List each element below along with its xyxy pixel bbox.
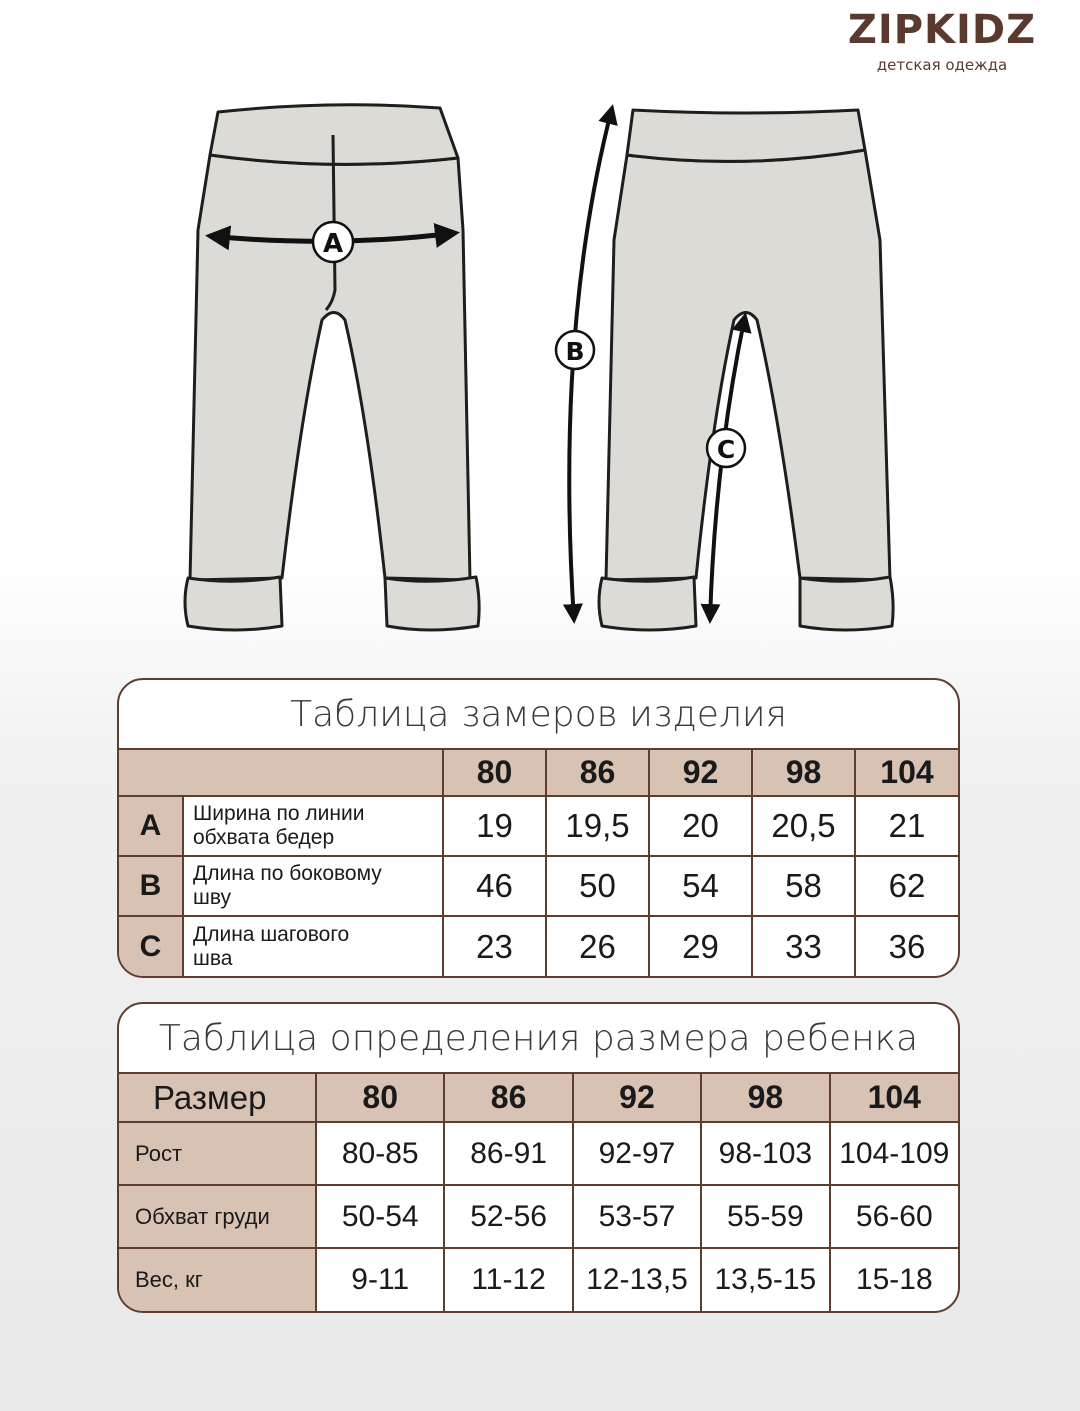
measure-b-arrow (556, 108, 612, 620)
row-letter: B (119, 856, 183, 916)
measure-header-blank (119, 750, 443, 796)
table-cell: 46 (443, 856, 546, 916)
table-cell: 80-85 (316, 1122, 444, 1185)
row-description: Ширина по линии обхвата бедер (183, 796, 443, 856)
table-row (119, 856, 958, 916)
table-cell: 9-11 (316, 1248, 444, 1311)
table-cell: 33 (752, 916, 855, 976)
table-cell: 53-57 (573, 1185, 701, 1248)
table-cell: 36 (855, 916, 958, 976)
label-b: B (565, 337, 585, 366)
measure-table (117, 678, 960, 978)
pants-back (599, 110, 893, 630)
measure-size-header: 98 (752, 750, 855, 796)
table-cell: 55-59 (701, 1185, 829, 1248)
table-cell: 86-91 (444, 1122, 572, 1185)
size-header: 86 (444, 1074, 572, 1122)
size-header: 98 (701, 1074, 829, 1122)
table-cell: 54 (649, 856, 752, 916)
row-label: Рост (119, 1122, 316, 1185)
row-letter: C (119, 916, 183, 976)
measure-size-header: 92 (649, 750, 752, 796)
table-cell: 92-97 (573, 1122, 701, 1185)
table-cell: 50 (546, 856, 649, 916)
measure-size-header: 86 (546, 750, 649, 796)
size-header: 104 (830, 1074, 958, 1122)
table-cell: 50-54 (316, 1185, 444, 1248)
size-header: 92 (573, 1074, 701, 1122)
table-cell: 13,5-15 (701, 1248, 829, 1311)
size-table-title: Таблица определения размера ребенка (119, 1004, 958, 1074)
measure-size-header: 80 (443, 750, 546, 796)
table-cell: 12-13,5 (573, 1248, 701, 1311)
measure-table-title: Таблица замеров изделия (119, 680, 958, 750)
table-cell: 21 (855, 796, 958, 856)
table-cell: 15-18 (830, 1248, 958, 1311)
table-cell: 23 (443, 916, 546, 976)
table-row (119, 916, 958, 976)
measure-size-header: 104 (855, 750, 958, 796)
row-description: Длина по боковому шву (183, 856, 443, 916)
label-a: A (322, 229, 344, 259)
size-header: 80 (316, 1074, 444, 1122)
table-cell: 26 (546, 916, 649, 976)
label-c: C (716, 435, 736, 464)
table-row (119, 796, 958, 856)
brand-tagline: детская одежда (876, 56, 1008, 74)
table-cell: 62 (855, 856, 958, 916)
table-cell: 104-109 (830, 1122, 958, 1185)
table-row (119, 1185, 958, 1248)
table-cell: 19 (443, 796, 546, 856)
table-cell: 58 (752, 856, 855, 916)
row-label: Вес, кг (119, 1248, 316, 1311)
table-cell: 20,5 (752, 796, 855, 856)
table-row (119, 1122, 958, 1185)
size-header-label: Размер (119, 1074, 316, 1122)
size-table (117, 1002, 960, 1313)
table-cell: 11-12 (444, 1248, 572, 1311)
table-cell: 52-56 (444, 1185, 572, 1248)
pants-diagram (0, 0, 1080, 660)
table-row (119, 1248, 958, 1311)
table-cell: 19,5 (546, 796, 649, 856)
table-cell: 98-103 (701, 1122, 829, 1185)
row-label: Обхват груди (119, 1185, 316, 1248)
table-cell: 20 (649, 796, 752, 856)
brand-name: ZIPKIDZ (847, 7, 1037, 53)
table-cell: 29 (649, 916, 752, 976)
pants-front (185, 105, 479, 630)
row-letter: A (119, 796, 183, 856)
row-description: Длина шагового шва (183, 916, 443, 976)
table-cell: 56-60 (830, 1185, 958, 1248)
